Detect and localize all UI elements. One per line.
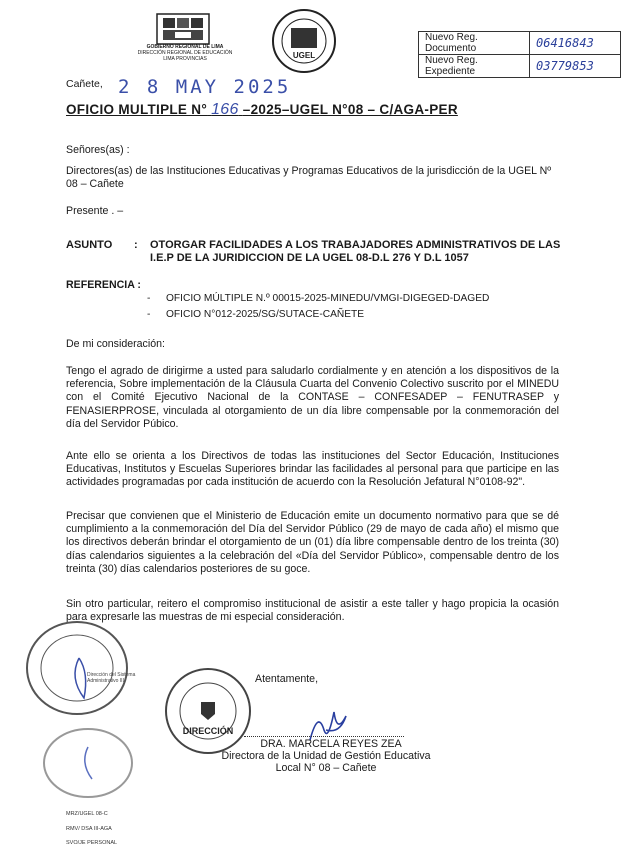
referencia-label: REFERENCIA : (66, 279, 141, 291)
registry-label: Nuevo Reg. Documento (419, 32, 530, 55)
signature-line (244, 736, 404, 737)
gobierno-regional-caption: GOBIERNO REGIONAL DE LIMA DIRECCIÓN REGIONAL DE EDUCACIÓN LIMA PROVINCIAS (137, 44, 233, 62)
document-title (66, 101, 458, 119)
minedu-stamp (40, 725, 135, 800)
oficio-suffix: –2025–UGEL N°08 – C/AGA-PER (242, 102, 458, 117)
referencia-item: - OFICIO N°012-2025/SG/SUTACE-CAÑETE (147, 309, 365, 320)
asunto-label: ASUNTO (66, 239, 113, 251)
oficio-number: 166 (211, 101, 239, 118)
signer-office: Local N° 08 – Cañete (275, 762, 377, 774)
body-paragraph-2: Ante ello se orienta a los Directivos de todas las instituciones del Sector Educación, Instituciones Educativas, Institutos y Escuelas Superiores brindar las facilidades al personal para que participe en las actividades programadas por cada institución de acuerdo con la Resolución Jefatural N°0108-92". (66, 450, 559, 489)
registry-row-document (419, 32, 621, 55)
recipients: Directores(as) de las Instituciones Educativas y Programas Educativos de la jurisdicción de la UGEL Nº 08 – Cañete (66, 165, 552, 191)
place-label: Cañete, (66, 78, 103, 90)
footer-initials: SVO/JE PERSONAL (66, 840, 118, 846)
salutation: Señores(as) : (66, 144, 130, 156)
svg-text:Dirección del Sistema: Dirección del Sistema (87, 672, 136, 678)
presente: Presente . – (66, 205, 124, 217)
body-paragraph-3: Precisar que convienen que el Ministerio de Educación emite un documento normativo para que se dé cumplimiento a la conmemoración del Día del Servidor Público (29 de mayo de cada año) el mismo que los directivos deberán brindar el otorgamiento de un (01) día libre compensable dentro de los treinta (30) días calendarios siguientes a la celebración del «Día del Servidor Público», compensable dentro de los treinta (30) días calendarios posteriores de su goce. (66, 510, 559, 575)
closing: Atentamente, (255, 673, 319, 685)
svg-text:Administrativo III: Administrativo III (87, 678, 124, 684)
ugel-logo-seal (271, 8, 337, 74)
referencia-item: - OFICIO MÚLTIPLE N.º 00015-2025-MINEDU/VMGI-DIGEGED-DAGED (147, 293, 490, 304)
body-paragraph-4: Sin otro particular, reitero el compromiso institucional de asistir a este taller y hago propicia la ocasión para expresarle las muestras de mi especial consideración. (66, 598, 559, 624)
signer-name: DRA. MARCELA REYES ZEA (260, 738, 402, 750)
oficio-prefix: OFICIO MULTIPLE N° (66, 102, 208, 117)
registry-value: 03779853 (530, 55, 621, 78)
registry-row-expediente (419, 55, 621, 78)
asunto-colon: : (134, 239, 138, 251)
registry-label: Nuevo Reg. Expediente (419, 55, 530, 78)
signer-title: Directora de la Unidad de Gestión Educativa (221, 750, 431, 762)
date-stamp: 2 8 MAY 2025 (118, 76, 292, 98)
aga-stamp (24, 618, 136, 718)
greeting: De mi consideración: (66, 338, 165, 350)
body-paragraph-1: Tengo el agrado de dirigirme a usted para saludarlo cordialmente y en atención a los dispositivos de la referencia, Sobre implementación de la Cláusula Cuarta del Convenio Colectivo suscrito por el MINEDU con el Comité Ejecutivo Nacional de la CONTASE – CONFESADEP – FENUTRASEP y FENASIERPROSE, vinculada al otorgamiento de un día libre compensable por la conmemoración del día del Servidor Púbico. (66, 365, 559, 430)
svg-text:UGEL: UGEL (292, 51, 316, 60)
footer-initials: MRZ/UGEL 08-C (66, 811, 108, 817)
svg-text:DIRECCIÓN: DIRECCIÓN (182, 726, 234, 736)
asunto-text: OTORGAR FACILIDADES A LOS TRABAJADORES ADMINISTRATIVOS DE LAS I.E.P DE LA JURIDICCION DE LA UGEL 08-D.L 276 Y D.L 1057 (150, 239, 561, 264)
footer-initials: RMV/ DSA III-AGA (66, 826, 112, 832)
registry-table (418, 31, 621, 78)
registry-value: 06416843 (530, 32, 621, 55)
